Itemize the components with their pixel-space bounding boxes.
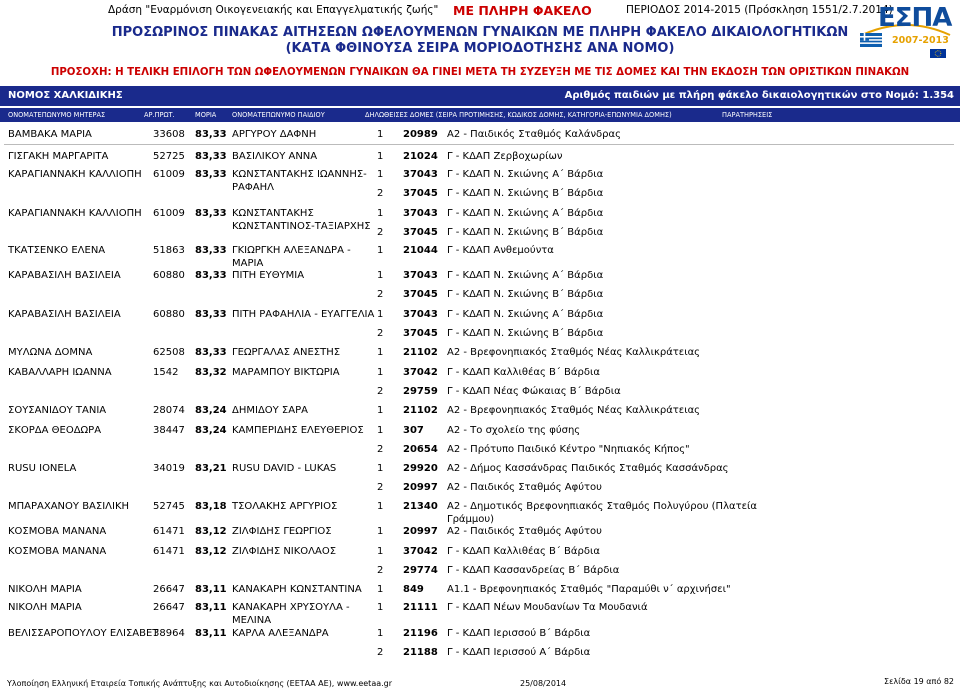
preference-order: 1: [377, 367, 384, 378]
preference-order: 1: [377, 546, 384, 557]
protocol-number: 34019: [153, 463, 185, 474]
mother-name: ΚΑΡΑΓΙΑΝΝΑΚΗ ΚΑΛΛΙΟΠΗ: [8, 169, 142, 180]
child-name: ΚΑΝΑΚΑΡΗ ΚΩΝΣΤΑΝΤΙΝΑ: [232, 584, 362, 595]
points-value: 83,33: [195, 347, 227, 358]
child-name: ΠΙΤΗ ΡΑΦΑΗΛΙΑ - ΕΥΑΓΓΕΛΙΑ: [232, 309, 375, 320]
structure-code: 37045: [403, 187, 438, 199]
row-divider: [4, 579, 954, 580]
structure-name: Α2 - Βρεφονηπιακός Σταθμός Νέας Καλλικράτειας: [447, 347, 701, 358]
child-name: ΖΙΛΦΙΔΗΣ ΓΕΩΡΓΙΟΣ: [232, 526, 332, 537]
protocol-number: 60880: [153, 270, 185, 281]
structure-name: Γ - ΚΔΑΠ Ιερισσού Β΄ Βάρδια: [447, 628, 591, 639]
structure-code: 37045: [403, 327, 438, 339]
points-value: 83,33: [195, 309, 227, 320]
structure-name: Γ - ΚΔΑΠ Ν. Σκιώνης Α΄ Βάρδια: [447, 208, 604, 219]
points-value: 83,24: [195, 405, 227, 416]
preference-order: 1: [377, 526, 384, 537]
structure-code: 20989: [403, 129, 438, 140]
col-remarks: ΠΑΡΑΤΗΡΗΣΕΙΣ: [722, 111, 773, 119]
structure-name: Γ - ΚΔΑΠ Ανθεμούντα: [447, 245, 554, 256]
child-name: ΜΑΡΑΜΠΟΥ ΒΙΚΤΩΡΙΑ: [232, 367, 340, 378]
structure-code: 37043: [403, 169, 438, 180]
preference-order: 2: [377, 226, 384, 238]
points-value: 83,11: [195, 584, 227, 595]
structure-name: Γ - ΚΔΑΠ Ζερβοχωρίων: [447, 151, 563, 162]
protocol-number: 61009: [153, 208, 185, 219]
header-top-line: [0, 4, 960, 20]
structure-code: 37042: [403, 367, 438, 378]
preference-order: 2: [377, 327, 384, 339]
structure-name: Γ - ΚΔΑΠ Ν. Σκιώνης Β΄ Βάρδια: [447, 327, 604, 339]
structure-code: 21102: [403, 405, 438, 416]
action-title: Δράση "Εναρμόνιση Οικογενειακής και Επαγγελματικής ζωής": [108, 4, 439, 16]
col-points: ΜΟΡΙΑ: [195, 111, 217, 119]
points-value: 83,18: [195, 501, 227, 512]
child-name: ΚΑΡΛΑ ΑΛΕΞΑΝΔΡΑ: [232, 628, 329, 639]
child-name: ΤΣΟΛΑΚΗΣ ΑΡΓΥΡΙΟΣ: [232, 501, 338, 512]
child-name: RUSU DAVID - LUKAS: [232, 463, 337, 474]
preference-order: 1: [377, 405, 384, 416]
structure-code: 37043: [403, 270, 438, 281]
child-name: ΡΑΦΑΗΛ: [232, 182, 274, 193]
structure-name: Α2 - Πρότυπο Παιδικό Κέντρο "Νηπιακός Κήπος": [447, 443, 690, 455]
espa-logo: [860, 3, 952, 63]
structure-name: Α2 - Δημοτικός Βρεφονηπιακός Σταθμός Πολυγύρου (Πλατεία: [447, 501, 757, 512]
mother-name: ΣΟΥΣΑΝΙΔΟΥ ΤΑΝΙΑ: [8, 405, 107, 416]
points-value: 83,12: [195, 526, 227, 537]
preference-order: 1: [377, 347, 384, 358]
structure-code: 21340: [403, 501, 438, 512]
protocol-number: 26647: [153, 584, 185, 595]
protocol-number: 61471: [153, 546, 185, 557]
preference-order: 1: [377, 270, 384, 281]
period-label: ΠΕΡΙΟΔΟΣ 2014-2015 (Πρόσκληση 1551/2.7.2014): [626, 4, 893, 16]
points-value: 83,33: [195, 129, 227, 140]
structure-name: Γ - ΚΔΑΠ Ιερισσού Α΄ Βάρδια: [447, 646, 591, 658]
structure-name: Γ - ΚΔΑΠ Νέας Φώκαιας Β΄ Βάρδια: [447, 385, 621, 397]
row-divider: [4, 144, 954, 145]
structure-name: Γ - ΚΔΑΠ Κασσανδρείας Β΄ Βάρδια: [447, 564, 620, 576]
preference-order: 1: [377, 129, 384, 140]
structure-code: 21102: [403, 347, 438, 358]
structure-name: Α2 - Παιδικός Σταθμός Αφύτου: [447, 481, 602, 493]
structure-code: 37043: [403, 208, 438, 219]
col-structures: ΔΗΛΩΘΕΙΣΕΣ ΔΟΜΕΣ (ΣΕΙΡΑ ΠΡΟΤΙΜΗΣΗΣ, ΚΩΔΙΚΟΣ ΔΟΜΗΣ, ΚΑΤΗΓΟΡΙΑ-ΕΠΩΝΥΜΙΑ ΔΟΜΗΣ): [365, 111, 672, 119]
child-name: ΓΕΩΡΓΑΛΑΣ ΑΝΕΣΤΗΣ: [232, 347, 341, 358]
structure-code: 29774: [403, 564, 438, 576]
preference-order: 1: [377, 245, 384, 256]
mother-name: ΒΑΜΒΑΚΑ ΜΑΡΙΑ: [8, 129, 92, 140]
row-divider: [4, 342, 954, 343]
row-divider: [4, 541, 954, 542]
structure-name: Γ - ΚΔΑΠ Καλλιθέας Β΄ Βάρδια: [447, 546, 600, 557]
mother-name: ΜΥΛΩΝΑ ΔΟΜΝΑ: [8, 347, 93, 358]
structure-code: 21196: [403, 628, 438, 639]
row-divider: [4, 164, 954, 165]
logo-text: ΕΣΠΑ: [878, 3, 952, 33]
col-protocol: ΑΡ.ΠΡΩΤ.: [144, 111, 175, 119]
protocol-number: 60880: [153, 309, 185, 320]
preference-order: 1: [377, 309, 384, 320]
points-value: 83,12: [195, 546, 227, 557]
row-divider: [4, 265, 954, 266]
row-divider: [4, 304, 954, 305]
preference-order: 1: [377, 169, 384, 180]
prefecture-name: ΝΟΜΟΣ ΧΑΛΚΙΔΙΚΗΣ: [8, 90, 123, 101]
children-count: Αριθμός παιδιών με πλήρη φάκελο δικαιολογητικών στο Νομό: 1.354: [564, 90, 954, 101]
structure-code: 37045: [403, 288, 438, 300]
structure-name: Α2 - Το σχολείο της φύσης: [447, 425, 581, 436]
protocol-number: 38964: [153, 628, 185, 639]
structure-code: 20997: [403, 481, 438, 493]
protocol-number: 33608: [153, 129, 185, 140]
structure-name: Α2 - Παιδικός Σταθμός Αφύτου: [447, 526, 602, 537]
structure-name: Γ - ΚΔΑΠ Καλλιθέας Β΄ Βάρδια: [447, 367, 600, 378]
child-name: ΠΙΤΗ ΕΥΘΥΜΙΑ: [232, 270, 305, 281]
preference-order: 1: [377, 584, 384, 595]
greek-flag-icon: [860, 33, 882, 47]
col-child: ΟΝΟΜΑΤΕΠΩΝΥΜΟ ΠΑΙΔΙΟΥ: [232, 111, 325, 119]
mother-name: ΚΟΣΜΟΒΑ ΜΑΝΑΝΑ: [8, 546, 107, 557]
eu-flag-icon: [890, 49, 948, 58]
logo-years: 2007-2013: [892, 35, 949, 46]
structure-code: 20997: [403, 526, 438, 537]
structure-name: Α2 - Παιδικός Σταθμός Καλάνδρας: [447, 129, 621, 140]
mother-name: ΣΚΟΡΔΑ ΘΕΟΔΩΡΑ: [8, 425, 102, 436]
structure-code: 37045: [403, 226, 438, 238]
mother-name: ΒΕΛΙΣΣΑΡΟΠΟΥΛΟΥ ΕΛΙΣΑΒΕΤ: [8, 628, 159, 639]
mother-name: ΝΙΚΟΛΗ ΜΑΡΙΑ: [8, 602, 82, 613]
preference-order: 1: [377, 602, 384, 613]
footer-page: Σελίδα 19 από 82: [884, 677, 954, 686]
preference-order: 2: [377, 564, 384, 576]
preference-order: 1: [377, 425, 384, 436]
preference-order: 2: [377, 646, 384, 658]
warning-notice: ΠΡΟΣΟΧΗ: Η ΤΕΛΙΚΗ ΕΠΙΛΟΓΗ ΤΩΝ ΩΦΕΛΟΥΜΕΝΩΝ ΓΥΝΑΙΚΩΝ ΘΑ ΓΙΝΕΙ ΜΕΤΑ ΤΗ ΣΥΖΕΥΞΗ ΜΕ ΤΙΣ ΔΟΜΕΣ ΚΑΙ ΤΗΝ ΕΚΔΟΣΗ ΤΩΝ ΟΡΙΣΤΙΚΩΝ ΠΙΝΑΚΩΝ: [50, 67, 910, 78]
child-name: ΓΚΙΩΡΓΚΗ ΑΛΕΞΑΝΔΡΑ -: [232, 245, 351, 256]
row-divider: [4, 203, 954, 204]
file-status: ΜΕ ΠΛΗΡΗ ΦΑΚΕΛΟ: [453, 3, 592, 18]
child-name: ΔΗΜΙΔΟΥ ΣΑΡΑ: [232, 405, 308, 416]
protocol-number: 51863: [153, 245, 185, 256]
structure-name: Α2 - Δήμος Κασσάνδρας Παιδικός Σταθμός Κασσάνδρας: [447, 463, 729, 474]
row-divider: [4, 362, 954, 363]
structure-code: 37043: [403, 309, 438, 320]
child-name: ΚΩΝΣΤΑΝΤΙΝΟΣ-ΤΑΞΙΑΡΧΗΣ: [232, 221, 371, 232]
structure-name: Γ - ΚΔΑΠ Ν. Σκιώνης Α΄ Βάρδια: [447, 270, 604, 281]
title-line-1: ΠΡΟΣΩΡΙΝΟΣ ΠΙΝΑΚΑΣ ΑΙΤΗΣΕΩΝ ΩΦΕΛΟΥΜΕΝΩΝ ΓΥΝΑΙΚΩΝ ΜΕ ΠΛΗΡΗ ΦΑΚΕΛΟ ΔΙΚΑΙΟΛΟΓΗΤΙΚΩΝ: [111, 25, 849, 40]
structure-code: 29759: [403, 385, 438, 397]
structure-code: 21111: [403, 602, 438, 613]
row-divider: [4, 420, 954, 421]
structure-code: 37042: [403, 546, 438, 557]
row-divider: [4, 521, 954, 522]
mother-name: RUSU IONELA: [8, 463, 77, 474]
footer-org: Υλοποίηση Ελληνική Εταιρεία Τοπικής Ανάπτυξης και Αυτοδιοίκησης (ΕΕΤΑΑ ΑΕ), www.eetaa.gr: [7, 679, 393, 688]
structure-name: Γ - ΚΔΑΠ Ν. Σκιώνης Β΄ Βάρδια: [447, 187, 604, 199]
mother-name: ΝΙΚΟΛΗ ΜΑΡΙΑ: [8, 584, 82, 595]
row-divider: [4, 400, 954, 401]
preference-order: 2: [377, 187, 384, 199]
structure-name: Γ - ΚΔΑΠ Ν. Σκιώνης Α΄ Βάρδια: [447, 169, 604, 180]
table-header: [0, 108, 960, 122]
structure-name: Γ - ΚΔΑΠ Ν. Σκιώνης Α΄ Βάρδια: [447, 309, 604, 320]
child-name: ΜΕΛΙΝΑ: [232, 615, 272, 626]
child-name: ΚΩΝΣΤΑΝΤΑΚΗΣ ΙΩΑΝΝΗΣ-: [232, 169, 367, 180]
structure-name: Γ - ΚΔΑΠ Νέων Μουδανίων Τα Μουδανιά: [447, 602, 648, 613]
child-name: ΜΑΡΙΑ: [232, 258, 264, 269]
mother-name: ΚΑΡΑΒΑΣΙΛΗ ΒΑΣΙΛΕΙΑ: [8, 309, 121, 320]
child-name: ΚΑΜΠΕΡΙΔΗΣ ΕΛΕΥΘΕΡΙΟΣ: [232, 425, 364, 436]
preference-order: 2: [377, 288, 384, 300]
preference-order: 1: [377, 501, 384, 512]
child-name: ΒΑΣΙΛΙΚΟΥ ΑΝΝΑ: [232, 151, 318, 162]
child-name: ΖΙΛΦΙΔΗΣ ΝΙΚΟΛΑΟΣ: [232, 546, 337, 557]
structure-code: 849: [403, 584, 424, 595]
structure-code: 21044: [403, 245, 438, 256]
protocol-number: 1542: [153, 367, 179, 378]
structure-code: 20654: [403, 443, 438, 455]
row-divider: [4, 496, 954, 497]
structure-name: Α2 - Βρεφονηπιακός Σταθμός Νέας Καλλικράτειας: [447, 405, 701, 416]
page-title: [0, 25, 960, 57]
mother-name: ΓΙΣΓΑΚΗ ΜΑΡΓΑΡΙΤΑ: [8, 151, 109, 162]
protocol-number: 28074: [153, 405, 185, 416]
row-divider: [4, 240, 954, 241]
points-value: 83,33: [195, 245, 227, 256]
protocol-number: 61009: [153, 169, 185, 180]
structure-name: Γ - ΚΔΑΠ Ν. Σκιώνης Β΄ Βάρδια: [447, 226, 604, 238]
structure-code: 21188: [403, 646, 438, 658]
points-value: 83,21: [195, 463, 227, 474]
preference-order: 1: [377, 151, 384, 162]
row-divider: [4, 597, 954, 598]
preference-order: 2: [377, 443, 384, 455]
row-divider: [4, 146, 954, 147]
child-name: ΑΡΓΥΡΟΥ ΔΑΦΝΗ: [232, 129, 317, 140]
row-divider: [4, 458, 954, 459]
points-value: 83,33: [195, 270, 227, 281]
preference-order: 1: [377, 628, 384, 639]
points-value: 83,11: [195, 602, 227, 613]
preference-order: 2: [377, 481, 384, 493]
mother-name: ΜΠΑΡΑΧΑΝΟΥ ΒΑΣΙΛΙΚΗ: [8, 501, 130, 512]
protocol-number: 26647: [153, 602, 185, 613]
preference-order: 2: [377, 385, 384, 397]
protocol-number: 62508: [153, 347, 185, 358]
structure-name: Α1.1 - Βρεφονηπιακός Σταθμός "Παραμύθι ν΄ αρχινήσει": [447, 584, 731, 595]
child-name: ΚΩΝΣΤΑΝΤΑΚΗΣ: [232, 208, 314, 219]
footer-date: 25/08/2014: [520, 679, 567, 688]
protocol-number: 52725: [153, 151, 185, 162]
mother-name: ΚΑΒΑΛΛΑΡΗ ΙΩΑΝΝΑ: [8, 367, 112, 378]
protocol-number: 38447: [153, 425, 185, 436]
points-value: 83,24: [195, 425, 227, 436]
points-value: 83,32: [195, 367, 227, 378]
child-name: ΚΑΝΑΚΑΡΗ ΧΡΥΣΟΥΛΑ -: [232, 602, 350, 613]
mother-name: ΚΟΣΜΟΒΑ ΜΑΝΑΝΑ: [8, 526, 107, 537]
preference-order: 1: [377, 463, 384, 474]
mother-name: ΚΑΡΑΒΑΣΙΛΗ ΒΑΣΙΛΕΙΑ: [8, 270, 121, 281]
prefecture-band: [0, 86, 960, 106]
structure-code: 307: [403, 425, 424, 436]
row-divider: [4, 623, 954, 624]
mother-name: ΤΚΑΤΣΕΝΚΟ ΕΛΕΝΑ: [8, 245, 106, 256]
points-value: 83,33: [195, 151, 227, 162]
preference-order: 1: [377, 208, 384, 219]
points-value: 83,33: [195, 169, 227, 180]
title-line-2: (ΚΑΤΑ ΦΘΙΝΟΥΣΑ ΣΕΙΡΑ ΜΟΡΙΟΔΟΤΗΣΗΣ ΑΝΑ ΝΟΜΟ): [285, 41, 675, 56]
points-value: 83,11: [195, 628, 227, 639]
structure-code: 29920: [403, 463, 438, 474]
structure-name: Γ - ΚΔΑΠ Ν. Σκιώνης Β΄ Βάρδια: [447, 288, 604, 300]
structure-name-cont: Γράμμου): [447, 514, 495, 525]
protocol-number: 52745: [153, 501, 185, 512]
protocol-number: 61471: [153, 526, 185, 537]
mother-name: ΚΑΡΑΓΙΑΝΝΑΚΗ ΚΑΛΛΙΟΠΗ: [8, 208, 142, 219]
points-value: 83,33: [195, 208, 227, 219]
structure-code: 21024: [403, 151, 438, 162]
col-mother: ΟΝΟΜΑΤΕΠΩΝΥΜΟ ΜΗΤΕΡΑΣ: [8, 111, 106, 119]
